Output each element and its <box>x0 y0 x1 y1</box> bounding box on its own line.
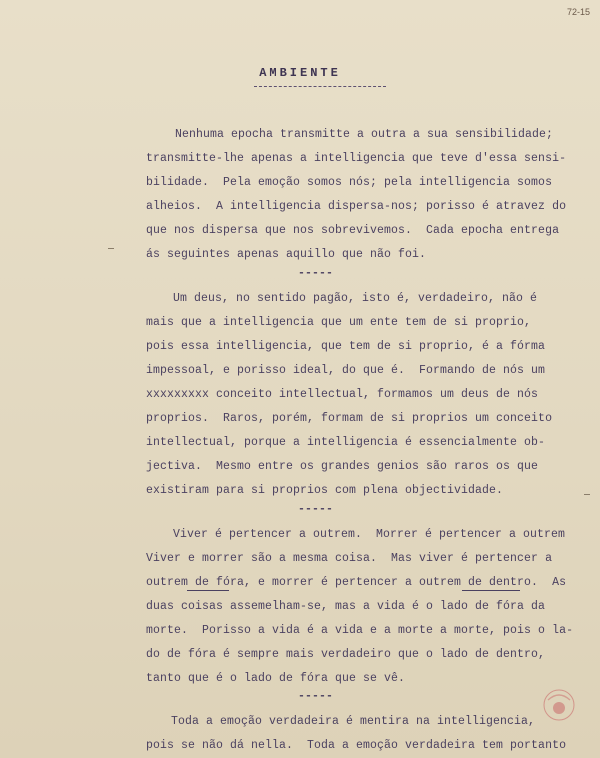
text-line: proprios. Raros, porém, formam de si proprios um conceito <box>146 412 553 425</box>
text-line: Um deus, no sentido pagão, isto é, verdadeiro, não é <box>173 292 538 305</box>
text-line: Viver é pertencer a outrem. Morrer é pertencer a outrem <box>173 528 566 541</box>
text-line: alheios. A intelligencia dispersa-nos; porisso é atravez do <box>146 200 567 213</box>
margin-mark <box>584 494 590 495</box>
margin-mark <box>108 248 114 249</box>
reference-number: 72-15 <box>566 7 590 17</box>
section-separator: ----- <box>298 503 334 516</box>
text-line: impessoal, e porisso ideal, do que é. Formando de nós um <box>146 364 546 377</box>
text-line: pois se não dá nella. Toda a emoção verdadeira tem portanto <box>146 739 567 752</box>
title-underline <box>254 86 386 87</box>
text-line: morte. Porisso a vida é a vida e a morte a morte, pois o la- <box>146 624 574 637</box>
text-line: Toda a emoção verdadeira é mentira na intelligencia, <box>171 715 536 728</box>
text-line: existiram para si proprios com plena objectividade. <box>146 484 504 497</box>
text-line: pois essa intelligencia, que tem de si proprio, é a fórma <box>146 340 546 353</box>
underline-mark <box>187 590 229 591</box>
text-line: jectiva. Mesmo entre os grandes genios são raros os que <box>146 460 539 473</box>
library-stamp-icon <box>542 688 576 722</box>
text-line: transmitte-lhe apenas a intelligencia que teve d'essa sensi- <box>146 152 567 165</box>
underline-mark <box>462 590 520 591</box>
text-line: outrem de fóra, e morrer é pertencer a outrem de dentro. As <box>146 576 567 589</box>
text-line: Nenhuma epocha transmitte a outra a sua sensibilidade; <box>175 128 554 141</box>
section-separator: ----- <box>298 267 334 280</box>
text-line: Viver e morrer são a mesma coisa. Mas viver é pertencer a <box>146 552 553 565</box>
text-line: intellectual, porque a intelligencia é essencialmente ob- <box>146 436 546 449</box>
text-line: que nos dispersa que nos sobrevivemos. Cada epocha entrega <box>146 224 560 237</box>
section-separator: ----- <box>298 690 334 703</box>
document-title: AMBIENTE <box>259 66 341 80</box>
text-line: bilidade. Pela emoção somos nós; pela intelligencia somos <box>146 176 553 189</box>
text-line: mais que a intelligencia que um ente tem de si proprio, <box>146 316 532 329</box>
text-line-struck: xxxxxxxxx conceito intellectual, formamos um deus de nós <box>146 388 539 401</box>
text-line: ás seguintes apenas aquillo que não foi. <box>146 248 427 261</box>
text-line: do de fóra é sempre mais verdadeiro que o lado de dentro, <box>146 648 546 661</box>
text-line: duas coisas assemelham-se, mas a vida é o lado de fóra da <box>146 600 546 613</box>
text-line: tanto que é o lado de fóra que se vê. <box>146 672 406 685</box>
